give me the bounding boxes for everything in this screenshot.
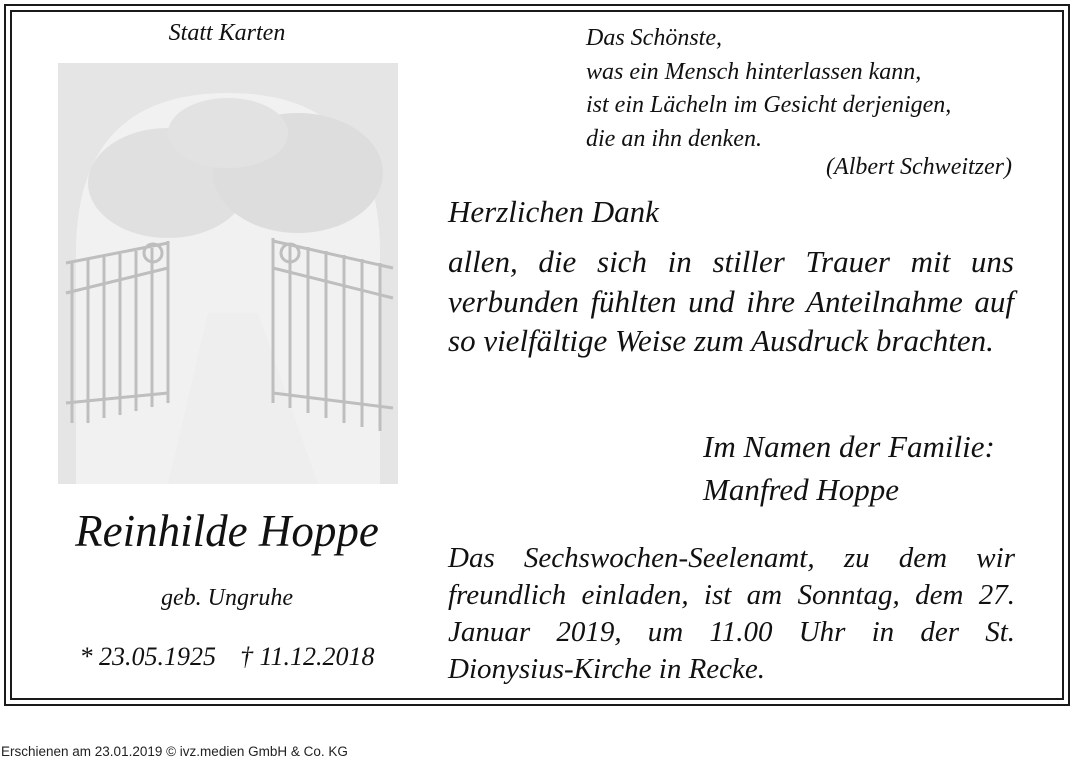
deceased-name: Reinhilde Hoppe (75, 506, 379, 556)
thanks-title: Herzlichen Dank (448, 194, 659, 229)
garden-gate-photo (58, 63, 398, 484)
signature-name: Manfred Hoppe (703, 472, 900, 507)
quote-author: (Albert Schweitzer) (826, 154, 1012, 180)
quote-line: ist ein Lächeln im Gesicht derjenigen, (586, 92, 952, 118)
birth-date: * 23.05.1925 (79, 642, 216, 671)
quote-line: was ein Mensch hinterlassen kann, (586, 58, 922, 85)
publication-footer: Erschienen am 23.01.2019 © ivz.medien GmbH & Co. KG (1, 744, 348, 759)
quote-line: Das Schönste, (586, 25, 722, 51)
death-date: † 11.12.2018 (239, 642, 375, 671)
quote-text (586, 22, 951, 156)
life-dates (0, 642, 454, 672)
signature-line: Im Namen der Familie: (703, 429, 995, 464)
birth-name: geb. Ungruhe (161, 585, 293, 611)
memorial-mass-text: Das Sechswochen-Seelenamt, zu dem wir freundlich einladen, ist am Sonntag, dem 27. Januar 2019, um 11.00 Uhr in der St. Dionysius-Kirche in Recke. (448, 542, 1015, 685)
notice-header: Statt Karten (168, 20, 286, 46)
thanks-body: allen, die sich in stiller Trauer mit uns verbunden fühlten und ihre Anteilnahme auf so vielfältige Weise zum Ausdruck brachten. (448, 244, 1014, 358)
signature (703, 425, 995, 511)
quote-line: die an ihn denken. (586, 125, 762, 152)
